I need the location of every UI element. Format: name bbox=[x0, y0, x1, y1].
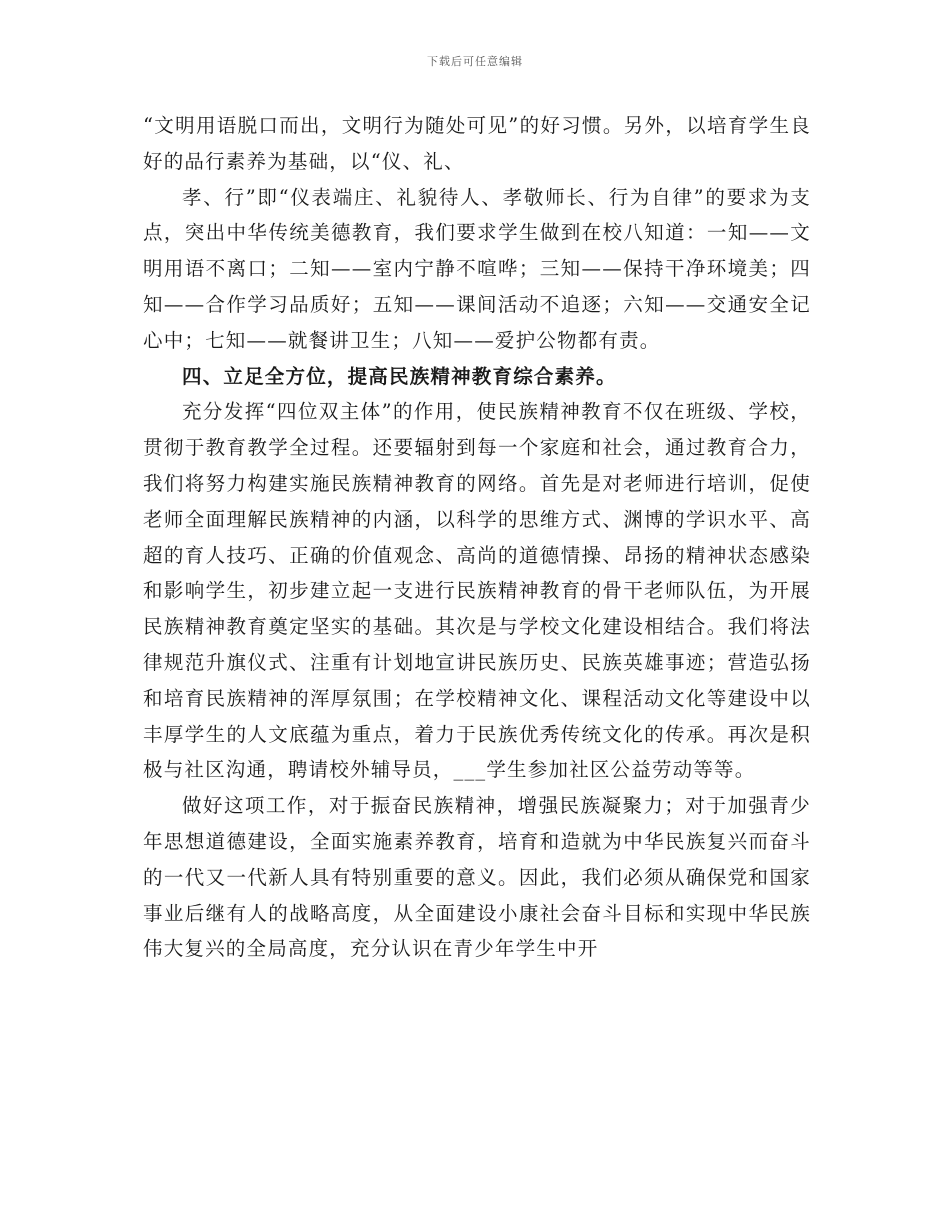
paragraph-network: 充分发挥“四位双主体”的作用，使民族精神教育不仅在班级、学校，贯彻于教育教学全过程。还要辐射到每一个家庭和社会，通过教育合力，我们将努力构建实施民族精神教育的网络。首先是对老师进行培训，促使老师全面理解民族精神的内涵，以科学的思维方式、渊博的学识水平、高超的育人技巧、正确的价值观念、高尚的道德情操、昂扬的精神状态感染和影响学生，初步建立起一支进行民族精神教育的骨干老师队伍，为开展民族精神教育奠定坚实的基础。其次是与学校文化建设相结合。我们将法律规范升旗仪式、注重有计划地宣讲民族历史、民族英雄事迹；营造弘扬和培育民族精神的浑厚氛围；在学校精神文化、课程活动文化等建设中以丰厚学生的人文底蕴为重点，着力于民族优秀传统文化的传承。再次是积极与社区沟通，聘请校外辅导员，___学生参加社区公益劳动等等。 bbox=[143, 400, 811, 782]
paragraph-significance: 做好这项工作，对于振奋民族精神，增强民族凝聚力；对于加强青少年思想道德建设，全面实施素养教育，培育和造就为中华民族复兴而奋斗的一代又一代新人具有特别重要的意义。因此，我们必须从确保党和国家事业后继有人的战略高度，从全面建设小康社会奋斗目标和实现中华民族伟大复兴的全局高度，充分认识在青少年学生中开 bbox=[143, 794, 811, 961]
document-body bbox=[143, 108, 811, 967]
paragraph-eight-rules: 孝、行”即“仪表端庄、礼貌待人、孝敬师长、行为自律”的要求为支点，突出中华传统美德教育，我们要求学生做到在校八知道：一知——文明用语不离口；二知——室内宁静不喧哗；三知——保持干净环境美；四知——合作学习品质好；五知——课间活动不追逐；六知——交通安全记心中；七知——就餐讲卫生；八知——爱护公物都有责。 bbox=[143, 185, 811, 352]
page-header: 下载后可任意编辑 bbox=[427, 55, 523, 68]
paragraph-continuation: “文明用语脱口而出，文明行为随处可见”的好习惯。另外，以培育学生良好的品行素养为基础，以“仪、礼、 bbox=[143, 114, 811, 173]
section-heading: 四、立足全方位，提高民族精神教育综合素养。 bbox=[182, 364, 617, 388]
